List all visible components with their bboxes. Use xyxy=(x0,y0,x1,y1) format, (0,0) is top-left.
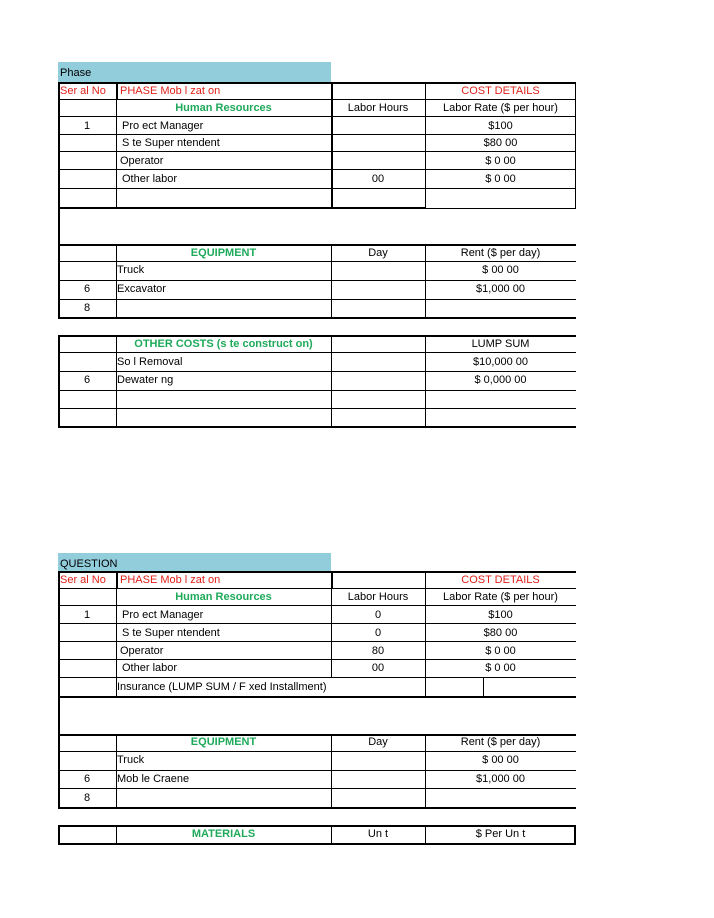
resource-name: S te Super ntendent xyxy=(122,137,220,149)
labor-rate: $ 0 00 xyxy=(485,645,516,657)
table-row xyxy=(58,770,576,788)
equipment-title: EQUIPMENT xyxy=(190,736,257,748)
serial-no: 1 xyxy=(83,609,91,621)
other-cost-name xyxy=(116,390,331,408)
materials-header-row xyxy=(58,825,576,843)
equipment-name xyxy=(116,789,331,807)
other-costs-header-row xyxy=(58,335,576,353)
serial-no xyxy=(58,152,116,170)
table-row xyxy=(58,117,576,135)
resource-name: Operator xyxy=(120,645,164,657)
labor-rate: $ 0 00 xyxy=(485,155,516,167)
hr-header-row xyxy=(58,588,576,606)
labor-hours: 0 xyxy=(374,609,382,621)
table-row xyxy=(58,624,576,642)
table-row xyxy=(58,751,576,769)
labor-hours xyxy=(331,189,425,207)
other-cost-name xyxy=(116,408,331,426)
resource-name: Pro ect Manager xyxy=(122,120,204,132)
equipment-day xyxy=(331,789,425,807)
equipment-name: Truck xyxy=(117,754,145,766)
equipment-rent xyxy=(425,789,576,807)
table-row xyxy=(58,678,576,696)
cost-details-header: COST DETAILS xyxy=(461,574,540,586)
other-cost-value xyxy=(425,390,576,408)
header-col3 xyxy=(331,571,425,589)
serial-no xyxy=(58,353,116,371)
serial-no: 6 xyxy=(83,773,91,785)
labor-rate: $80 00 xyxy=(483,627,518,639)
resource-name xyxy=(116,189,331,207)
equipment-day xyxy=(331,280,425,298)
table-row xyxy=(58,353,576,371)
serial-no xyxy=(58,408,116,426)
table-row xyxy=(58,134,576,152)
serial-no xyxy=(58,261,116,279)
serial-no xyxy=(58,678,116,696)
equipment-rent: $ 00 00 xyxy=(482,754,519,766)
labor-rate xyxy=(425,189,576,207)
table-row xyxy=(58,642,576,660)
phase-label: Phase xyxy=(60,67,92,79)
table-row xyxy=(58,371,576,389)
table-row xyxy=(58,390,576,408)
header-col3 xyxy=(331,82,425,100)
labor-rate-header: Labor Rate ($ per hour) xyxy=(443,102,558,114)
table-row xyxy=(58,408,576,426)
labor-hours: 00 xyxy=(371,662,385,674)
labor-hours xyxy=(331,134,425,152)
serial-no: 8 xyxy=(83,792,91,804)
serial-no-header: Ser al No xyxy=(60,574,106,586)
other-cost-value: $10,000 00 xyxy=(472,356,529,368)
equipment-day xyxy=(331,299,425,317)
table-row xyxy=(58,606,576,624)
equipment-rent: $1,000 00 xyxy=(476,773,525,785)
serial-no xyxy=(58,642,116,660)
hr-header-row xyxy=(58,99,576,117)
equipment-day xyxy=(331,261,425,279)
day-header: Day xyxy=(368,247,388,259)
header-row xyxy=(58,82,576,100)
table-row xyxy=(58,789,576,807)
equipment-day xyxy=(331,751,425,769)
equipment-name: Truck xyxy=(117,264,145,276)
labor-rate-header: Labor Rate ($ per hour) xyxy=(443,591,558,603)
resource-name: Insurance (LUMP SUM / F xed Installment) xyxy=(117,681,327,693)
serial-no xyxy=(58,134,116,152)
labor-hours xyxy=(331,678,425,696)
serial-no xyxy=(58,170,116,188)
materials-title: MATERIALS xyxy=(191,828,256,840)
equipment-rent xyxy=(425,299,576,317)
equipment-name: Excavator xyxy=(117,283,166,295)
labor-rate: $100 xyxy=(488,120,513,132)
equipment-header-row xyxy=(58,244,576,262)
header-row xyxy=(58,571,576,589)
serial-no xyxy=(58,189,116,207)
unit-header: Un t xyxy=(367,828,389,840)
human-resources-title: Human Resources xyxy=(175,591,272,603)
other-cost-value: $ 0,000 00 xyxy=(474,374,527,386)
labor-hours: 80 xyxy=(371,645,385,657)
table-row xyxy=(58,189,576,207)
other-cost-name: Dewater ng xyxy=(117,374,174,386)
labor-hours-header: Labor Hours xyxy=(347,102,409,114)
equipment-title: EQUIPMENT xyxy=(190,247,257,259)
day-header: Day xyxy=(368,736,388,748)
equipment-rent: $ 00 00 xyxy=(482,264,519,276)
resource-name: Pro ect Manager xyxy=(122,609,204,621)
labor-hours xyxy=(331,117,425,135)
phase-header: PHASE Mob l zat on xyxy=(120,574,221,586)
table-row xyxy=(58,659,576,677)
rent-header: Rent ($ per day) xyxy=(460,736,541,748)
per-unit-header: $ Per Un t xyxy=(475,828,526,840)
lump-sum-header: LUMP SUM xyxy=(471,338,530,350)
resource-name: Other labor xyxy=(122,173,178,185)
equipment-rent: $1,000 00 xyxy=(476,283,525,295)
table-row xyxy=(58,170,576,188)
serial-no: 1 xyxy=(83,120,91,132)
resource-name: Operator xyxy=(120,155,164,167)
table-row xyxy=(58,299,576,317)
serial-no xyxy=(58,659,116,677)
table-row xyxy=(58,280,576,298)
labor-rate xyxy=(425,678,576,696)
resource-name: Other labor xyxy=(122,662,178,674)
labor-rate: $80 00 xyxy=(483,137,518,149)
serial-no: 6 xyxy=(83,283,91,295)
labor-hours: 00 xyxy=(371,173,385,185)
other-costs-title: OTHER COSTS (s te construct on) xyxy=(134,338,313,350)
rent-header: Rent ($ per day) xyxy=(460,247,541,259)
labor-hours: 0 xyxy=(374,627,382,639)
labor-rate: $ 0 00 xyxy=(485,662,516,674)
resource-name: S te Super ntendent xyxy=(122,627,220,639)
table-row xyxy=(58,152,576,170)
other-cost-value xyxy=(425,408,576,426)
human-resources-title: Human Resources xyxy=(175,102,272,114)
serial-no-header: Ser al No xyxy=(60,85,106,97)
question-label: QUESTION xyxy=(60,558,118,570)
labor-hours-header: Labor Hours xyxy=(347,591,409,603)
equipment-name xyxy=(116,299,331,317)
serial-no: 6 xyxy=(83,374,91,386)
phase-label-bar xyxy=(58,62,331,82)
labor-rate: $ 0 00 xyxy=(485,173,516,185)
serial-no xyxy=(58,751,116,769)
serial-no xyxy=(58,390,116,408)
cost-details-header: COST DETAILS xyxy=(461,85,540,97)
labor-hours xyxy=(331,152,425,170)
labor-rate: $100 xyxy=(488,609,513,621)
phase-header: PHASE Mob l zat on xyxy=(120,85,221,97)
other-col3 xyxy=(331,335,425,353)
serial-no: 8 xyxy=(83,302,91,314)
equipment-name: Mob le Craene xyxy=(117,773,190,785)
serial-no xyxy=(58,624,116,642)
other-cost-name: So l Removal xyxy=(117,356,183,368)
equipment-day xyxy=(331,770,425,788)
table-row xyxy=(58,261,576,279)
question-label-bar xyxy=(58,553,331,573)
